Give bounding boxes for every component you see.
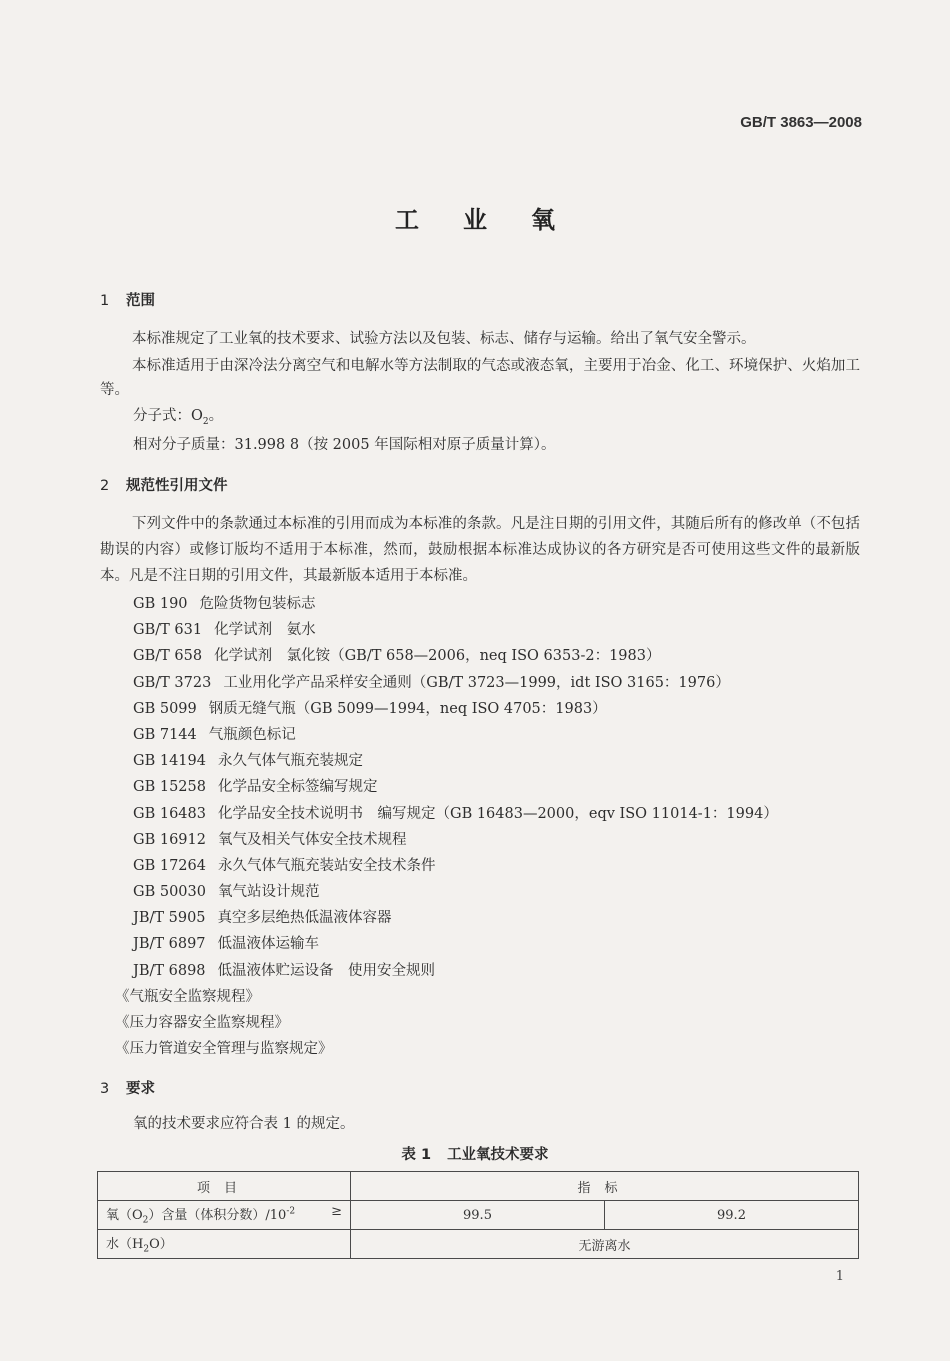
section-1-paragraph-2: 本标准适用于由深冷法分离空气和电解水等方法制取的气态或液态氧，主要用于冶金、化工、环境保护、火焰加工等。 <box>100 358 860 398</box>
technical-requirements-table <box>97 1171 859 1259</box>
reference-item <box>133 591 873 617</box>
reference-title: 化学试剂 氨水 <box>214 622 316 639</box>
section-1-heading <box>100 289 155 310</box>
section-1-number: 1 <box>100 293 110 309</box>
table-row <box>98 1230 859 1259</box>
reference-code: GB 5099 <box>133 700 197 717</box>
reference-code: GB 190 <box>133 596 188 612</box>
reference-title: 永久气体气瓶充装站安全技术条件 <box>217 857 436 874</box>
reference-item <box>133 670 873 696</box>
reference-title: 低温液体贮运设备 使用安全规则 <box>217 962 436 979</box>
greater-equal-sign: ≥ <box>331 1204 342 1220</box>
reference-item <box>133 643 873 669</box>
reference-item <box>133 879 873 905</box>
reference-title: 危险货物包装标志 <box>199 596 316 612</box>
reference-item <box>133 827 873 853</box>
reference-title: 化学品安全标签编写规定 <box>217 779 378 796</box>
regulation-item: 《压力管道安全管理与监察规定》 <box>115 1041 333 1058</box>
oxygen-content-grade-2: 99.2 <box>605 1201 859 1230</box>
reference-code: GB/T 658 <box>133 648 203 665</box>
header-item: 项目 <box>98 1172 351 1201</box>
formula-subscript: 2 <box>202 416 209 427</box>
reference-item <box>133 801 873 827</box>
reference-title: 永久气体气瓶充装规定 <box>217 753 363 770</box>
standard-code: GB/T 3863—2008 <box>740 114 862 131</box>
reference-code: GB 16483 <box>133 805 206 822</box>
reference-code: GB 17264 <box>133 857 206 874</box>
reference-item <box>133 696 873 722</box>
section-2-intro: 下列文件中的条款通过本标准的引用而成为本标准的条款。凡是注日期的引用文件，其随后所有的修改单（不包括勘误的内容）或修订版均不适用于本标准，然而，鼓励根据本标准达成协议的各方研究是否可使用这些文件的最新版本。凡是不注日期的引用文件，其最新版本适用于本标准。 <box>100 516 860 584</box>
header-index: 指标 <box>351 1172 859 1201</box>
water-label: 水$(H_2O)$ <box>98 1230 351 1259</box>
formula-end: 。 <box>208 408 224 424</box>
reference-code: GB/T 3723 <box>133 674 212 691</box>
section-2-heading <box>100 474 228 495</box>
reference-title: 气瓶颜色标记 <box>208 726 296 743</box>
reference-title: 真空多层绝热低温液体容器 <box>217 910 392 927</box>
section-3-intro: 氧的技术要求应符合表 1 的规定。 <box>133 1116 355 1132</box>
oxygen-content-label: ≥ 氧$(O_2)$含量（体积分数）$/10^{-2}$ <box>98 1201 351 1230</box>
reference-item <box>133 748 873 774</box>
reference-title: 工业用化学产品采样安全通则（GB/T 3723—1999，idt ISO 3165：1976） <box>223 674 730 691</box>
reference-item <box>133 774 873 800</box>
document-title: 工业氧 <box>395 205 599 234</box>
table-title: 工业氧技术要求 <box>447 1147 549 1163</box>
section-2-title: 规范性引用文件 <box>126 478 228 494</box>
reference-code: GB 50030 <box>133 884 206 901</box>
formula-label: 分子式： <box>133 408 191 424</box>
reference-item <box>133 905 873 931</box>
section-1-paragraph-1: 本标准规定了工业氧的技术要求、试验方法以及包装、标志、储存与运输。给出了氧气安全警示。 <box>132 331 756 347</box>
reference-title: 低温液体运输车 <box>217 936 320 953</box>
reference-title: 氧气站设计规范 <box>217 884 320 901</box>
reference-code: GB 16912 <box>133 831 206 848</box>
reference-title: 化学品安全技术说明书 编写规定（GB 16483—2000，eqv ISO 11014-1：1994） <box>217 805 778 822</box>
regulation-item: 《压力容器安全监察规程》 <box>115 1015 289 1031</box>
reference-item <box>133 958 873 984</box>
reference-item <box>133 722 873 748</box>
normative-references-list <box>115 591 873 1062</box>
reference-code: GB 15258 <box>133 779 206 796</box>
section-2-number: 2 <box>100 478 110 494</box>
reference-code: GB 7144 <box>133 726 197 743</box>
relative-molecular-mass: 相对分子质量：31.998 8（按 2005 年国际相对原子质量计算）。 <box>133 437 556 453</box>
water-value: 无游离水 <box>351 1230 859 1259</box>
molecular-formula <box>133 406 223 432</box>
table-row <box>98 1201 859 1230</box>
section-3-title: 要求 <box>126 1081 155 1097</box>
reference-code: JB/T 6898 <box>133 962 206 979</box>
table-1-caption <box>0 1143 950 1164</box>
section-3-number: 3 <box>100 1081 110 1097</box>
reference-code: GB/T 631 <box>133 622 203 639</box>
reference-title: 化学试剂 氯化铵（GB/T 658—2006，neq ISO 6353-2：1983） <box>214 648 661 665</box>
reference-code: JB/T 5905 <box>133 910 206 927</box>
reference-item <box>133 931 873 957</box>
formula-element: O <box>191 408 203 424</box>
section-1-title: 范围 <box>126 293 155 309</box>
table-number: 表 1 <box>401 1147 432 1163</box>
regulation-item: 《气瓶安全监察规程》 <box>115 988 260 1005</box>
reference-title: 钢质无缝气瓶（GB 5099—1994，neq ISO 4705：1983） <box>208 700 607 717</box>
table-header-row <box>98 1172 859 1201</box>
reference-code: GB 14194 <box>133 753 206 770</box>
section-3-heading <box>100 1077 155 1098</box>
page-number: 1 <box>835 1269 844 1284</box>
oxygen-content-grade-1: 99.5 <box>351 1201 605 1230</box>
reference-code: JB/T 6897 <box>133 936 206 953</box>
reference-title: 氧气及相关气体安全技术规程 <box>217 831 407 848</box>
reference-item <box>133 853 873 879</box>
reference-item <box>133 617 873 643</box>
